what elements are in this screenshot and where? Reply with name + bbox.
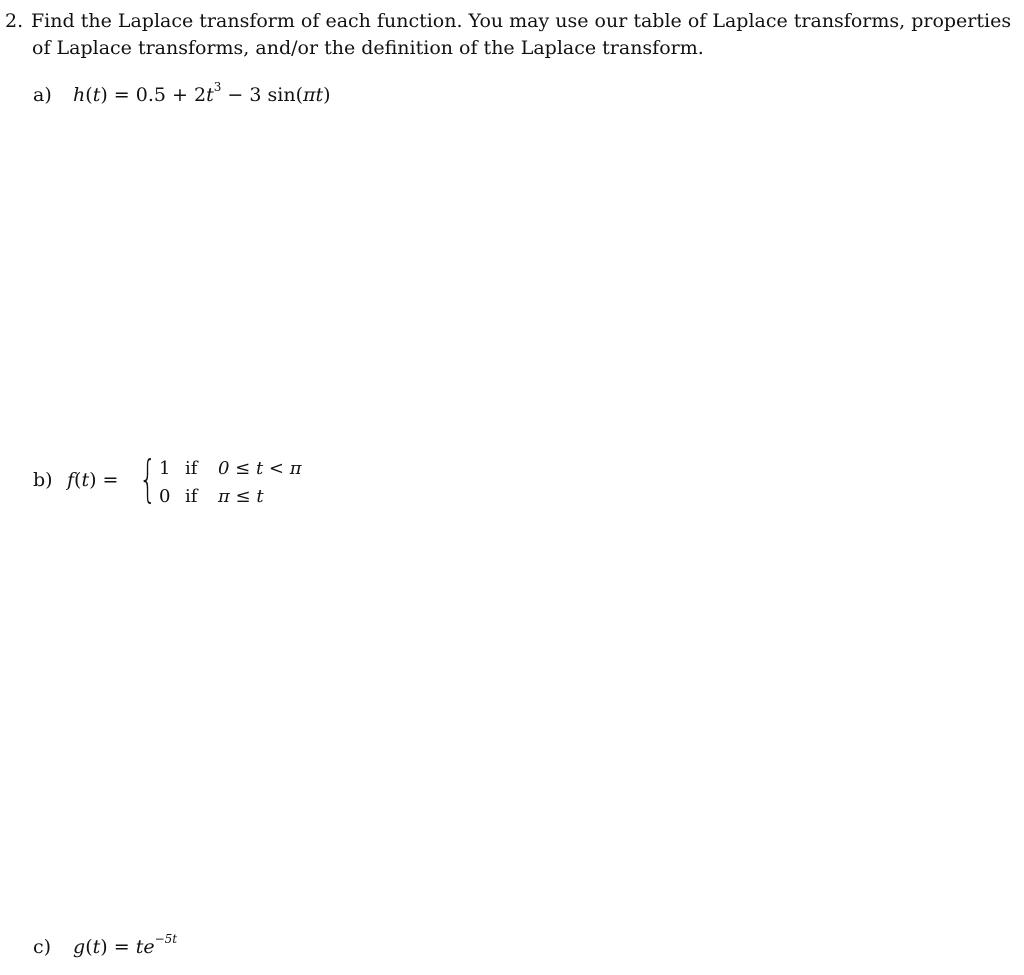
part-a [33,79,331,106]
case-1-condition: 0 ≤ t < π [218,458,302,479]
part-c-label: c) [33,936,52,958]
part-c-function-name: g [73,936,86,958]
part-a-variable: t [92,84,101,106]
piecewise-brace: { [139,450,157,508]
part-a-t-power-var: t [206,84,214,106]
piecewise-cases [159,455,302,511]
case-row-2 [159,483,302,511]
part-a-rhs-const: 0.5 + 2 [135,84,207,106]
part-c-equation: $g(t) = te^{-5t}$ [73,931,178,958]
part-a-function-name: h [73,84,86,106]
case-1-if: if [185,458,198,479]
case-2-condition: π ≤ t [218,486,264,507]
part-c-rhs-base: te [135,936,155,958]
part-c-exponent: −5t [154,931,178,946]
case-2-value: 0 [159,486,171,507]
case-2-if: if [185,486,198,507]
problem-statement [5,8,1017,62]
part-b-function-name: f [67,469,75,491]
case-row-1 [159,455,302,483]
problem-line-2 [5,35,1017,62]
problem-line-1 [5,8,1017,35]
part-c-variable: t [92,936,101,958]
problem-text-line2: of Laplace transforms, and/or the definition of the Laplace transform. [32,37,704,59]
part-b-lhs [33,469,118,491]
part-c [33,931,178,958]
part-a-pi: π [302,84,316,106]
part-b-function: f(t) = [67,469,119,491]
problem-text-line1: Find the Laplace transform of each function. You may use our table of Laplace transforms, properties [31,10,1012,32]
part-a-close-paren: ) [323,84,331,106]
part-a-t-in-sin: t [315,84,324,106]
part-a-label: a) [33,84,52,106]
problem-number: 2. [5,10,24,32]
part-a-rhs-rest: − 3 sin( [221,84,303,106]
part-b-variable: t [81,469,90,491]
part-b-label: b) [33,469,53,491]
part-a-exponent: 3 [213,79,222,94]
case-1-value: 1 [159,458,171,479]
part-a-equation: $h(t) = 0.5 + 2t^3 - 3$ sin(πt) [73,79,331,106]
